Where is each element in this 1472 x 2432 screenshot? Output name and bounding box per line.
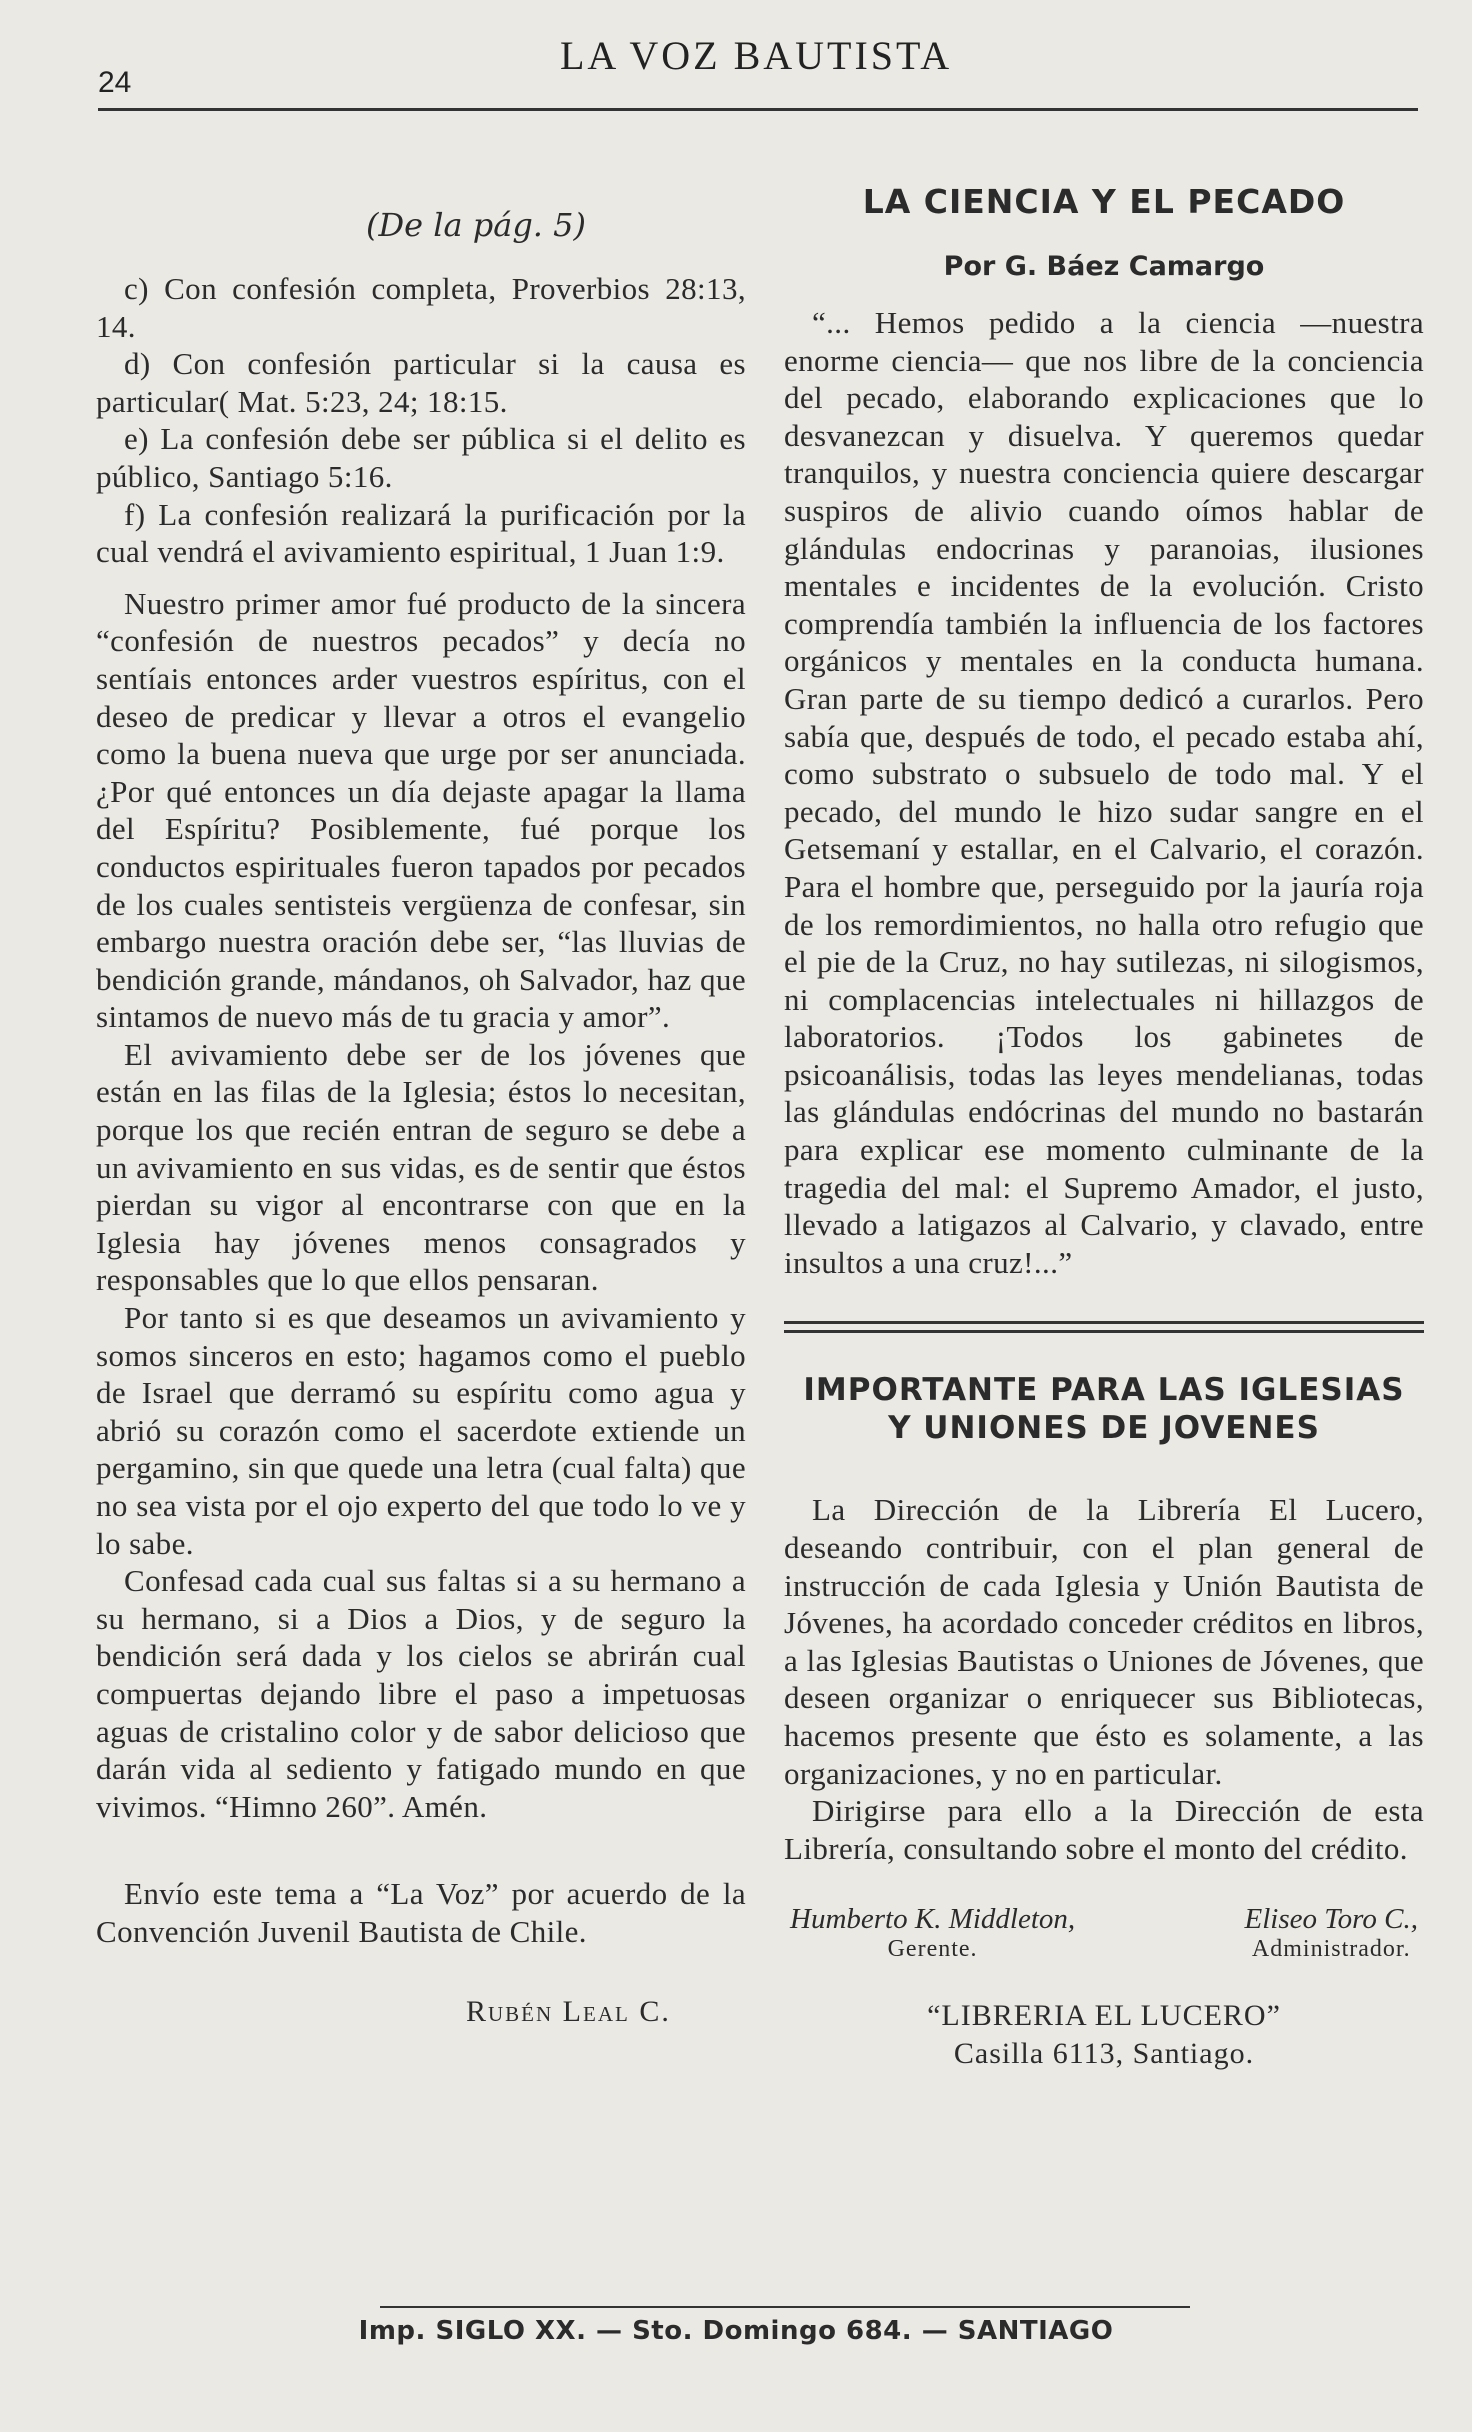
paragraph-revival-youth: El avivamiento debe ser de los jóvenes que están en las filas de la Iglesia; éstos lo necesitan, porque los que recién entran de seguro se debe a un avivamiento en sus vidas, es de sentir que éstos pierdan su vigor al encontrarse con que en la Iglesia hay jóvenes menos consagrados y responsables que lo que ellos pensaran. <box>96 1036 746 1298</box>
signer-name: Eliseo Toro C., <box>1244 1903 1418 1936</box>
header-rule <box>98 108 1418 111</box>
paragraph-first-love: Nuestro primer amor fué producto de la sincera “confesión de nuestros pecados” y decía no sentíais entonces arder vuestros espíritus, con el deseo de predicar y llevar a otros el evangelio como la buena nueva que urge por ser anunciada. ¿Por qué entonces un día dejaste apagar la llama del Espíritu? Posiblemente, fué porque los conductos espirituales fueron tapados por pecados de los cuales sentisteis vergüenza de confesar, sin embargo nuestra oración debe ser, “las lluvias de bendición grande, mándanos, oh Salvador, haz que sintamos de nuevo más de tu gracia y amor”. <box>96 585 746 1035</box>
left-column <box>96 200 746 2029</box>
signer-name: Humberto K. Middleton, <box>790 1903 1076 1936</box>
signer-manager <box>790 1903 1075 1963</box>
masthead-title: LA VOZ BAUTISTA <box>560 33 953 78</box>
printer-imprint: Imp. SIGLO XX. — Sto. Domingo 684. — SANTIAGO <box>358 2316 1114 2346</box>
paragraph-sent-note: Envío este tema a “La Voz” por acuerdo de la Convención Juvenil Bautista de Chile. <box>96 1876 746 1949</box>
list-item-f: f) La confesión realizará la purificación por la cual vendrá el avivamiento espiritual, 1 Juan 1:9. <box>96 496 746 570</box>
article-title: LA CIENCIA Y EL PECADO <box>862 182 1346 221</box>
notice-paragraph: La Dirección de la Librería El Lucero, deseando contribuir, con el plan general de instrucción de cada Iglesia y Unión Bautista de Jóvenes, ha acordado conceder créditos en libros, a las Iglesias Bautistas o Uniones de Jóvenes, que deseen organizar o enriquecer sus Bibliotecas, hacemos presente que ésto es solamente, a las organizaciones, y no en particular. <box>784 1492 1424 1791</box>
right-column <box>784 182 1424 2073</box>
signer-role: Administrador. <box>1251 1936 1411 1963</box>
bookstore-name: “LIBRERIA EL LUCERO” <box>927 1999 1281 2033</box>
signer-role: Gerente. <box>887 1936 978 1963</box>
author-signature: Rubén Leal C. <box>466 1994 671 2028</box>
signers <box>784 1903 1424 1963</box>
footer-rule <box>380 2306 1190 2308</box>
notice-title-line-2: Y UNIONES DE JOVENES <box>888 1410 1320 1447</box>
bookstore-block <box>784 1997 1424 2073</box>
page-number: 24 <box>98 66 132 99</box>
page-header <box>0 0 1472 120</box>
list-item-e: e) La confesión debe ser pública si el delito es público, Santiago 5:16. <box>96 421 746 494</box>
list-item-d: d) Con confesión particular si la causa es particular( Mat. 5:23, 24; 18:15. <box>96 346 746 419</box>
notice-paragraph: Dirigirse para ello a la Dirección de esta Librería, consultando sobre el monto del crédito. <box>784 1793 1424 1866</box>
notice-title <box>784 1371 1424 1447</box>
continuation-note: (De la pág. 5) <box>366 206 586 244</box>
notice-body <box>784 1491 1424 1867</box>
article-byline: Por G. Báez Camargo <box>943 251 1265 282</box>
list-item-c: c) Con confesión completa, Proverbios 28:13, 14. <box>96 271 746 344</box>
article-body: “... Hemos pedido a la ciencia —nuestra enorme ciencia— que nos libre de la conciencia del pecado, elaborando explicaciones que lo desvanezcan y disuelva. Y queremos quedar tranquilos, y nuestra conciencia quiere descargar suspiros de alivio cuando oímos hablar de glándulas endocrinas y paranoias, ilusiones mentales e incidentes de la evolución. Cristo comprendía también la influencia de los factores orgánicos y mentales en la conducta humana. Gran parte de su tiempo dedicó a curarlos. Pero sabía que, después de todo, el pecado estaba ahí, como substrato o subsuelo de todo mal. Y el pecado, del mundo le hizo sudar sangre en el Getsemaní y estallar, en el Calvario, el corazón. Para el hombre que, perseguido por la jauría roja de los remordimientos, no halla otro refugio que el pie de la Cruz, no hay sutilezas, ni silogismos, ni complacencias intelectuales ni hillazgos de laboratorios. ¡Todos los gabinetes de psicoanálisis, todas las leyes mendelianas, todas las glándulas endócrinas del mundo no bastarán para explicar ese momento culminante de la tragedia del mal: el Supremo Amador, el justo, llevado a latigazos al Calvario, y clavado, entre insultos a una cruz!...” <box>784 305 1424 1280</box>
paragraph-confess: Confesad cada cual sus faltas si a su hermano a su hermano, si a Dios a Dios, y de seguro la bendición será dada y los cielos se abrirán cual compuertas dejando libre el paso a impetuosas aguas de cristalino color y de sabor delicioso que darán vida al sediento y fatigado mundo en que vivimos. “Himno 260”. Amén. <box>96 1563 746 1824</box>
signer-administrator <box>1244 1903 1418 1963</box>
section-divider <box>784 1321 1424 1333</box>
paragraph-israel: Por tanto si es que deseamos un avivamiento y somos sinceros en esto; hagamos como el pueblo de Israel que derramó su espíritu como agua y abrió su corazón como el sacerdote extiende un pergamino, sin que quede una letra (cual falta) que no sea vista por el ojo experto del que todo lo ve y lo sabe. <box>96 1300 746 1561</box>
bookstore-address: Casilla 6113, Santiago. <box>953 2037 1255 2071</box>
notice-title-line-1: IMPORTANTE PARA LAS IGLESIAS <box>803 1372 1405 1409</box>
